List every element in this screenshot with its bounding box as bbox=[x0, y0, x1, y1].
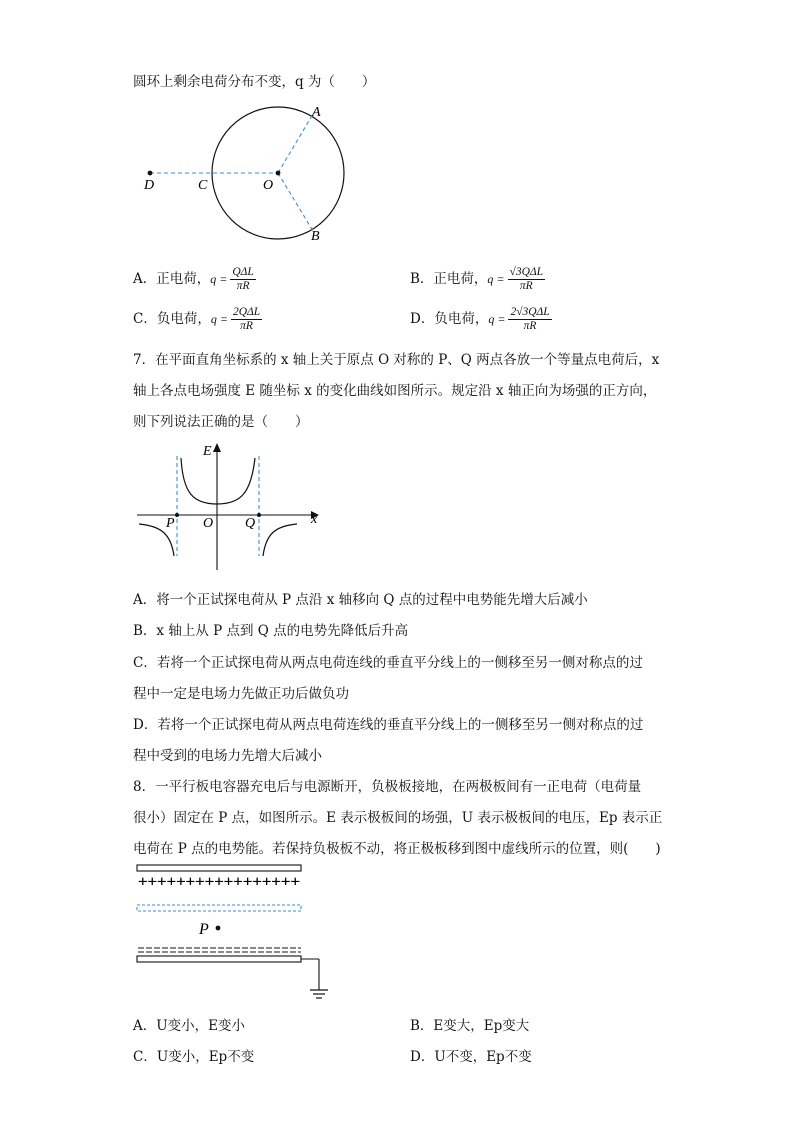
q7-stem-line-1: 7．在平面直角坐标系的 x 轴上关于原点 O 对称的 P、Q 两点各放一个等量点电荷后，x bbox=[133, 352, 660, 368]
positive-plate bbox=[137, 865, 301, 871]
q8-option-c[interactable]: C．U变小，Ep不变 bbox=[133, 1049, 255, 1065]
q6-tail-text: 圆环上剩余电荷分布不变，q 为（ ） bbox=[133, 74, 376, 90]
q8-capacitor-figure bbox=[133, 862, 343, 1004]
q8-option-b[interactable]: B．E变大，Ep变大 bbox=[410, 1018, 530, 1034]
q8-option-d[interactable]: D．U不变，Ep不变 bbox=[410, 1049, 532, 1065]
label-d: D bbox=[144, 178, 155, 193]
point-p-dot bbox=[216, 926, 221, 931]
q8-stem-line-3: 电荷在 P 点的电势能。若保持负极板不动，将正极板移到图中虚线所示的位置，则( ) bbox=[133, 841, 661, 857]
label-o: O bbox=[203, 516, 214, 531]
label-c: C bbox=[198, 178, 208, 193]
label-q: Q bbox=[245, 516, 256, 531]
e-axis-arrow bbox=[213, 443, 221, 452]
point-p-dot bbox=[175, 513, 179, 517]
new-plate-position-dashed bbox=[137, 905, 301, 911]
q7-ex-graph bbox=[133, 438, 333, 576]
q6-option-a[interactable]: A．正电荷，q = $\frac{\text{QΔL}}{\pi R}$ bbox=[133, 266, 254, 292]
q6-circle-figure bbox=[130, 98, 360, 248]
q6-option-c[interactable]: C．负电荷，q = $\frac{\text{2QΔL}}{\pi R}$ bbox=[133, 306, 261, 332]
point-d-dot bbox=[148, 171, 153, 176]
q7-option-d-line-1[interactable]: D．若将一个正试探电荷从两点电荷连线的垂直平分线上的一侧移至另一侧对称点的过 bbox=[133, 717, 644, 733]
negative-plate bbox=[137, 956, 301, 962]
right-curve bbox=[263, 524, 297, 556]
q6-option-d[interactable]: D．负电荷，q = $\frac{\text{2√3QΔL}}{\pi R}$ bbox=[410, 306, 550, 332]
q7-option-b[interactable]: B．x 轴上从 P 点到 Q 点的电势先降低后升高 bbox=[133, 623, 409, 639]
label-x: x bbox=[311, 512, 318, 527]
q7-option-d-line-2[interactable]: 程中受到的电场力先增大后减小 bbox=[133, 748, 322, 764]
point-q-dot bbox=[257, 513, 261, 517]
q8-option-a[interactable]: A．U变小，E变小 bbox=[133, 1018, 245, 1034]
label-b: B bbox=[311, 229, 320, 244]
point-o-dot bbox=[276, 171, 281, 176]
plus-signs: +++++++++++++++++ bbox=[138, 874, 300, 890]
label-e: E bbox=[203, 444, 212, 459]
label-a: A bbox=[312, 105, 321, 120]
q7-stem-line-2: 轴上各点电场强度 E 随坐标 x 的变化曲线如图所示。规定沿 x 轴正向为场强的正方向， bbox=[133, 383, 657, 399]
q7-stem-line-3: 则下列说法正确的是（ ） bbox=[133, 414, 309, 430]
ob-dashed-line bbox=[278, 173, 313, 231]
label-o: O bbox=[263, 178, 274, 193]
label-p: P bbox=[166, 516, 175, 531]
q7-option-a[interactable]: A．将一个正试探电荷从 P 点沿 x 轴移向 Q 点的过程中电势能先增大后减小 bbox=[133, 592, 588, 608]
q7-option-c-line-2[interactable]: 程中一定是电场力先做正功后做负功 bbox=[133, 686, 349, 702]
q6-option-b[interactable]: B．正电荷，q = $\frac{\text{√3QΔL}}{\pi R}$ bbox=[410, 266, 544, 292]
label-p: P bbox=[199, 921, 209, 938]
q8-stem-line-2: 很小）固定在 P 点，如图所示。E 表示极板间的场强，U 表示极板间的电压，Ep 表示正 bbox=[133, 810, 663, 826]
oa-dashed-line bbox=[278, 114, 313, 173]
middle-curve bbox=[181, 458, 255, 504]
q8-stem-line-1: 8．一平行板电容器充电后与电源断开，负极板接地，在两极板间有一正电荷（电荷量 bbox=[133, 779, 642, 795]
q7-option-c-line-1[interactable]: C．若将一个正试探电荷从两点电荷连线的垂直平分线上的一侧移至另一侧对称点的过 bbox=[133, 655, 643, 671]
